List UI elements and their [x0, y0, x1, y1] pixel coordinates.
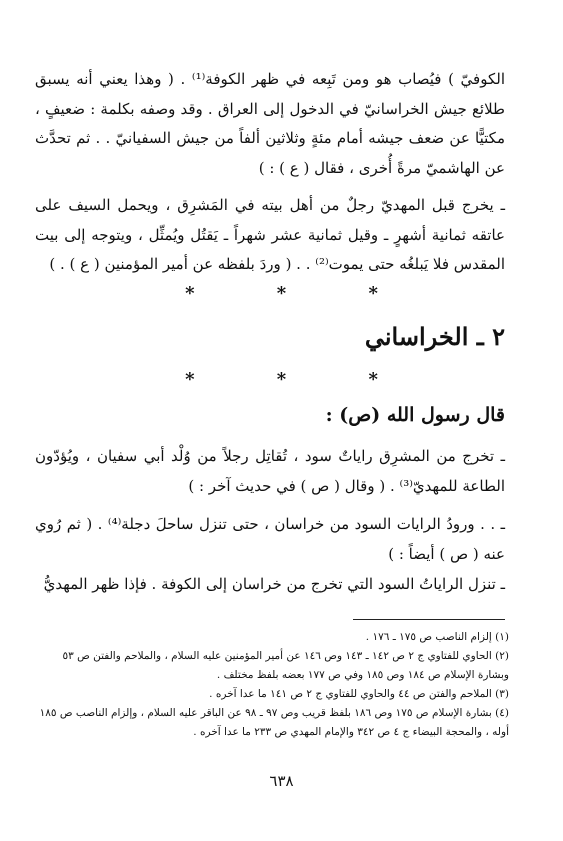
footnote-4: (٤) بشارة الإسلام ص ١٧٥ وص ١٨٦ بلفظ قريب وص ٩٧ ـ ٩٨ عن الباقر عليه السلام ، وإلزام الناصب ص ١٨٥ أوله ، والمحجة البيضاء ج ٤ ص ٣٤٢ والإمام المهدي ص ٢٣٣ ما عدا آخره .: [39, 707, 509, 738]
footnote-divider: [353, 619, 505, 620]
sub-heading: قال رسول الله (ص) :: [325, 404, 505, 426]
page-number: ٦٣٨: [269, 772, 294, 790]
footnote-1: (١) إلزام الناصب ص ١٧٥ ـ ١٧٦ .: [365, 631, 509, 643]
section-title: ٢ ـ الخراساني: [364, 322, 505, 351]
separator-stars-bottom: * * *: [185, 369, 416, 390]
footnote-3: (٣) الملاحم والفتن ص ٤٤ والحاوي للفتاوي ج ٢ ص ١٤١ ما عدا آخره .: [209, 688, 509, 700]
body-paragraph-4: ـ . . ورودُ الرايات السود من خراسان ، حتى تنزل ساحلَ دجلة⁽⁴⁾ . ( ثم رُوي عنه ( ص ) أيضاً : ): [35, 515, 505, 563]
footnote-2: (٢) الحاوي للفتاوي ج ٢ ص ١٤٢ ـ ١٤٣ وص ١٤٦ عن أمير المؤمنين عليه السلام ، والملاحم والفتن ص ٥٣ وبشارة الإسلام ص ١٨٤ وص ١٨٥ وفي ص ١٧٧ بعضه بلفظ مختلف .: [62, 650, 509, 681]
body-paragraph-5: ـ تنزل الراياتُ السود التي تخرج من خراسان إلى الكوفة . فإذا ظهر المهديُّ: [43, 575, 505, 593]
separator-stars-top: * * *: [185, 283, 416, 304]
body-paragraph-2: ـ يخرج قبل المهديّ رجلٌ من أهل بيته في المَشرِق ، ويحمل السيف على عاتقه ثمانية أشهرٍ ـ وقيل ثمانية عشر شهراً ـ يَقتُل ويُمثِّل ، ويتوجه إلى بيت المقدس فلا يَبلغُه حتى يموت⁽²⁾ . . ( وردَ بلفظه عن أمير المؤمنين ( ع ) . ): [35, 196, 505, 273]
footnotes-list: [35, 628, 509, 742]
body-paragraph-1: الكوفيّ ) فيُصاب هو ومن تَبِعه في ظهر الكوفة⁽¹⁾ . ( وهذا يعني أنه يسبق طلائع جيش الخراسانيّ في الدخول إلى العراق . وقد وصفه بكلمة : ضعيفٍ ، مكتيًّا عن ضعف جيشه أمام مئةٍ وثلاثين ألفاً من جيش السفيانيّ . . ثم تحدَّث عن الهاشميّ مرةً أُخرى ، فقال ( ع ) : ): [35, 70, 505, 177]
body-paragraph-3: ـ تخرج من المشرِق راياتٌ سود ، تُقاتِل رجلاً من وُلْد أبي سفيان ، ويُؤدّون الطاعة للمهديّ⁽³⁾ . ( وقال ( ص ) في حديث آخر : ): [35, 447, 505, 495]
